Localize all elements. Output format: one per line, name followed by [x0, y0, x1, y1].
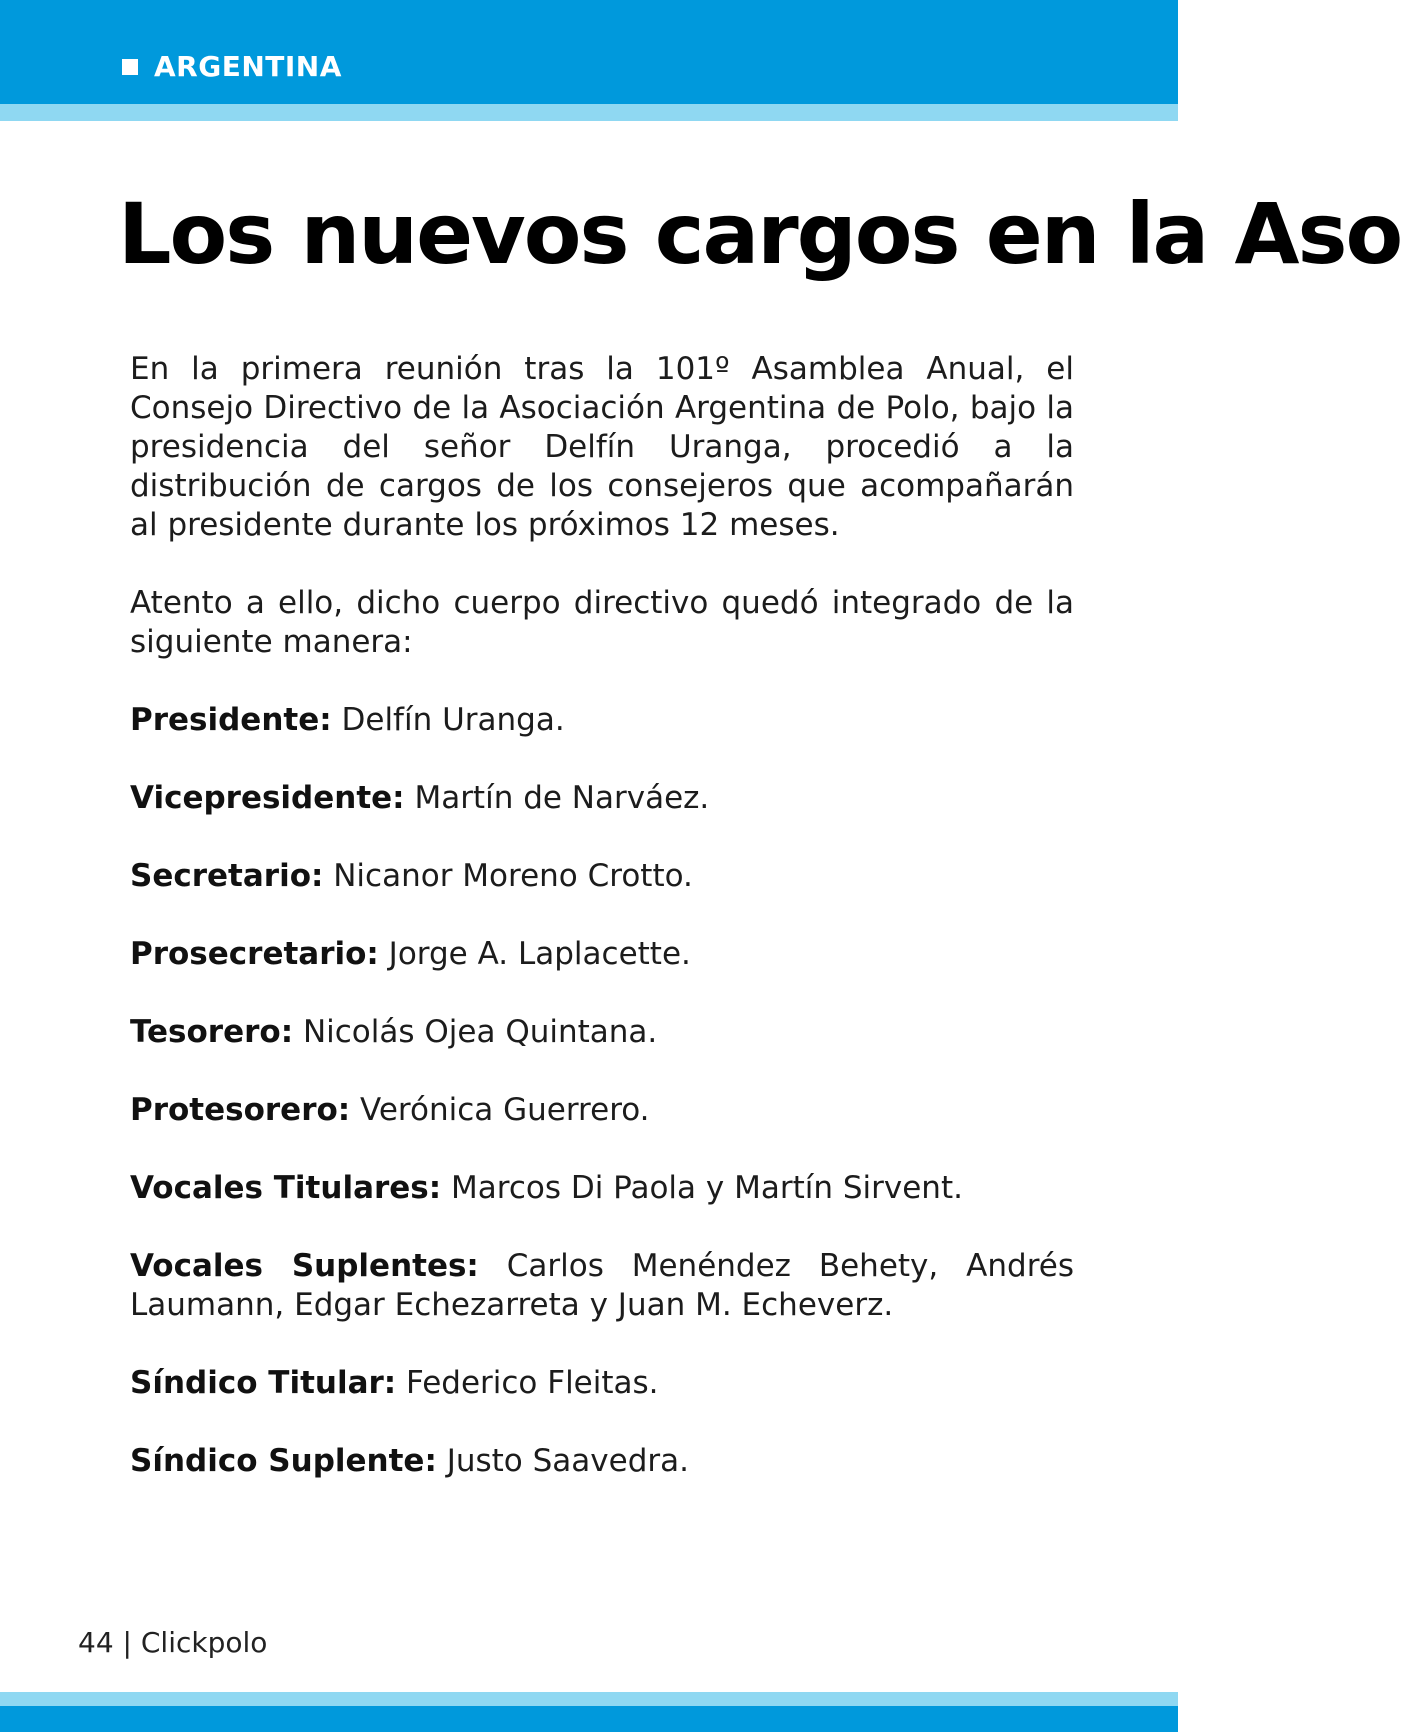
position-item	[130, 1442, 1074, 1481]
position-item	[130, 1013, 1074, 1052]
position-name: Federico Fleitas.	[396, 1365, 659, 1401]
position-item	[130, 1247, 1074, 1325]
position-item	[130, 701, 1074, 740]
position-name: Delfín Uranga.	[331, 702, 565, 738]
position-name: Justo Saavedra.	[436, 1443, 689, 1479]
article-body	[130, 350, 1074, 1520]
position-item	[130, 935, 1074, 974]
position-role: Secretario:	[130, 858, 324, 894]
position-item	[130, 1091, 1074, 1130]
footer-stripe	[0, 1692, 1178, 1706]
position-item	[130, 857, 1074, 896]
position-name: Marcos Di Paola y Martín Sirvent.	[441, 1170, 963, 1206]
position-role: Síndico Suplente:	[130, 1443, 437, 1479]
position-name: Verónica Guerrero.	[350, 1092, 650, 1128]
position-role: Vocales Suplentes:	[130, 1248, 479, 1284]
page-title: Los nuevos cargos en la Aso	[118, 185, 1401, 283]
position-name: Jorge A. Laplacette.	[378, 936, 691, 972]
position-name: Carlos Menéndez Behety, Andrés Laumann, Edgar Echezarreta y Juan M. Echeverz.	[130, 1248, 1074, 1323]
header-stripe	[0, 104, 1178, 121]
section-label	[122, 50, 342, 83]
position-role: Vicepresidente:	[130, 780, 405, 816]
position-item	[130, 1364, 1074, 1403]
lead-paragraph: Atento a ello, dicho cuerpo directivo quedó integrado de la siguiente manera:	[130, 585, 1074, 660]
square-bullet-icon	[122, 59, 138, 75]
position-role: Síndico Titular:	[130, 1365, 397, 1401]
section-name: ARGENTINA	[154, 50, 342, 83]
position-role: Presidente:	[130, 702, 332, 738]
position-item	[130, 779, 1074, 818]
footer-bar	[0, 1706, 1178, 1732]
position-role: Vocales Titulares:	[130, 1170, 442, 1206]
intro-paragraph: En la primera reunión tras la 101º Asamblea Anual, el Consejo Directivo de la Asociación Argentina de Polo, bajo la presidencia del señor Delfín Uranga, procedió a la distribución de cargos de los consejeros que acompañarán al presidente durante los próximos 12 meses.	[130, 351, 1074, 543]
position-role: Tesorero:	[130, 1014, 294, 1050]
position-name: Nicolás Ojea Quintana.	[293, 1014, 658, 1050]
page-footer: 44 | Clickpolo	[78, 1626, 268, 1659]
position-role: Prosecretario:	[130, 936, 379, 972]
position-name: Nicanor Moreno Crotto.	[323, 858, 693, 894]
position-role: Protesorero:	[130, 1092, 351, 1128]
position-item	[130, 1169, 1074, 1208]
position-name: Martín de Narváez.	[404, 780, 710, 816]
